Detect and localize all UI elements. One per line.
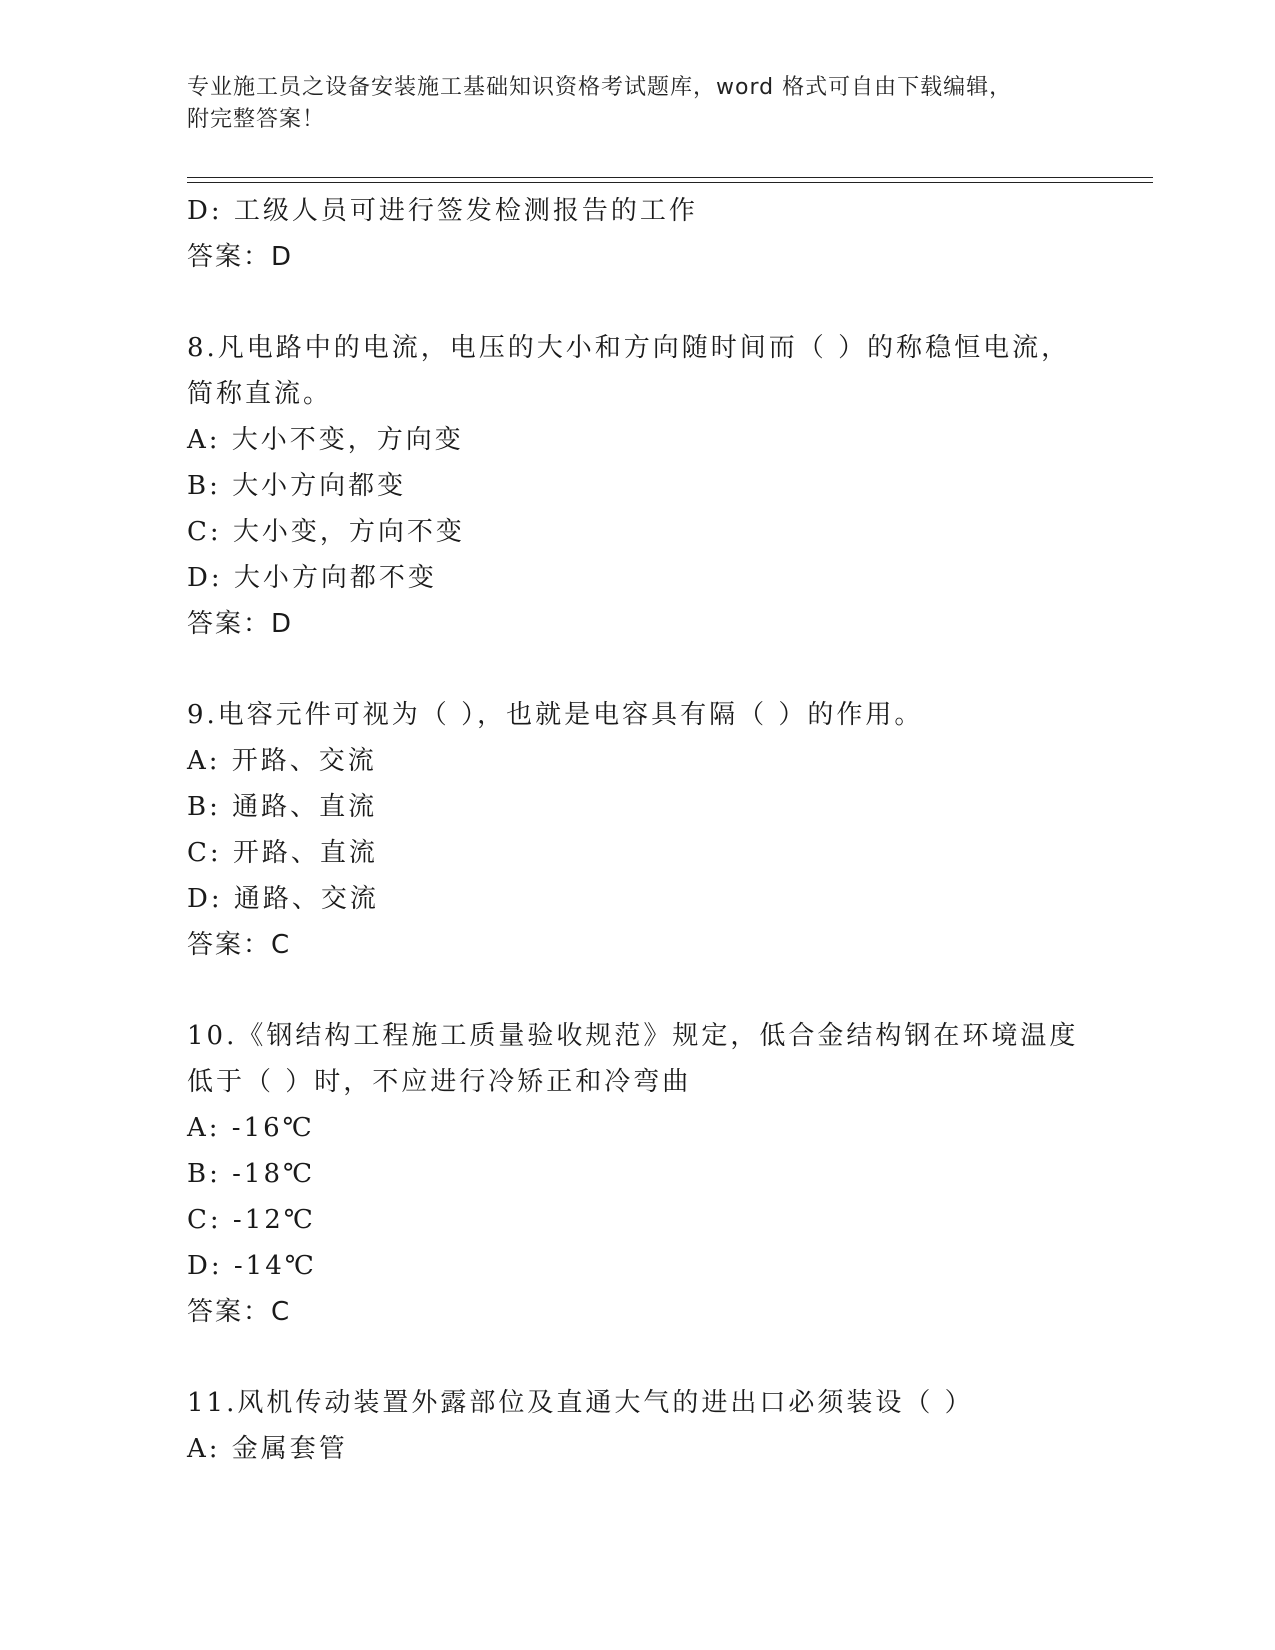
block-spacer	[187, 280, 1147, 325]
header-divider-top	[187, 177, 1153, 178]
answer-line: 答案：D	[187, 609, 294, 639]
question-list	[187, 188, 1147, 1472]
question-block	[187, 1013, 1147, 1335]
document-header	[187, 72, 1087, 136]
question-line: A: 金属套管	[187, 1434, 348, 1464]
question-line: D: -14℃	[187, 1251, 317, 1281]
question-line: D: 大小方向都不变	[187, 563, 437, 593]
question-line: A: 大小不变，方向变	[187, 425, 464, 455]
question-line: C: 开路、直流	[187, 838, 378, 868]
question-line: A: 开路、交流	[187, 746, 377, 776]
question-line: C: 大小变，方向不变	[187, 517, 465, 547]
block-spacer	[187, 1335, 1147, 1380]
question-block	[187, 692, 1147, 968]
answer-line: 答案：D	[187, 242, 294, 272]
question-line: 8.凡电路中的电流，电压的大小和方向随时间而（ ）的称稳恒电流，	[187, 333, 1071, 363]
question-line: 11.风机传动装置外露部位及直通大气的进出口必须装设（ ）	[187, 1388, 974, 1418]
question-line: 低于（ ）时，不应进行冷矫正和冷弯曲	[187, 1067, 692, 1097]
question-line: 9.电容元件可视为（ ），也就是电容具有隔（ ）的作用。	[187, 700, 924, 730]
question-line: D: 通路、交流	[187, 884, 379, 914]
question-line: C: -12℃	[187, 1205, 316, 1235]
question-block	[187, 1380, 1147, 1472]
question-block	[187, 325, 1147, 647]
answer-line: 答案：C	[187, 930, 292, 960]
answer-line: 答案：C	[187, 1297, 292, 1327]
question-line: B: 大小方向都变	[187, 471, 407, 501]
question-line: A: -16℃	[187, 1113, 315, 1143]
question-line: B: -18℃	[187, 1159, 316, 1189]
header-line-2: 附完整答案！	[187, 107, 326, 132]
header-divider-bottom	[187, 182, 1153, 183]
question-line: 简称直流。	[187, 379, 333, 409]
block-spacer	[187, 968, 1147, 1013]
question-block	[187, 188, 1147, 280]
header-line-1: 专业施工员之设备安装施工基础知识资格考试题库，word 格式可自由下载编辑，	[187, 75, 1013, 100]
block-spacer	[187, 647, 1147, 692]
question-line: B: 通路、直流	[187, 792, 378, 822]
question-line: D: 工级人员可进行签发检测报告的工作	[187, 196, 698, 226]
question-line: 10.《钢结构工程施工质量验收规范》规定，低合金结构钢在环境温度	[187, 1021, 1079, 1051]
